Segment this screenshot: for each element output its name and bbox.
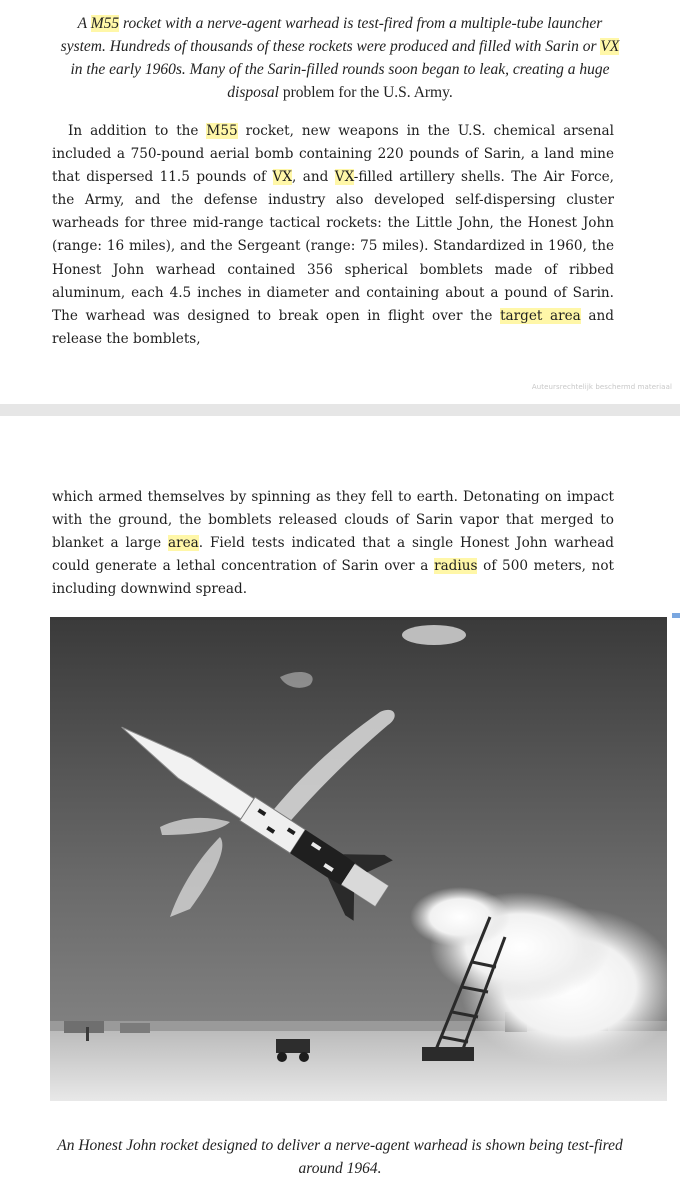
highlight-vx[interactable]: VX: [334, 169, 354, 186]
scroll-position-marker[interactable]: [672, 613, 680, 618]
body-paragraph-1: In addition to the M55 rocket, new weapons in the U.S. chemical arsenal included a 750-pound aerial bomb containing 220 pounds of Sarin, a land mine that dispersed 11.5 pounds of VX, and VX-filled artillery shells. The Air Force, the Army, and the defense industry also developed self-dispersing cluster warheads for three mid-range tactical rockets: the Little John, the Honest John (range: 16 miles), and the Sergeant (range: 75 miles). Standardized in 1960, the Honest John warhead contained 356 spherical bomblets made of ribbed aluminum, each 4.5 inches in diameter and containing about a pound of Sarin. The warhead was designed to break open in flight over the target area and release the bomblets,: [52, 123, 614, 347]
highlight-m55[interactable]: M55: [206, 123, 238, 139]
highlight-area[interactable]: area: [168, 535, 199, 552]
rocket-launch-photo: [50, 617, 667, 1101]
copyright-watermark: Auteursrechtelijk beschermd materiaal: [531, 383, 672, 391]
highlight-target-area[interactable]: target area: [500, 307, 581, 324]
bottom-photo-caption: An Honest John rocket designed to deliver a nerve-agent warhead is shown being test-fired around 1964.: [57, 1137, 623, 1177]
highlight-vx[interactable]: VX: [272, 169, 292, 186]
highlight-vx[interactable]: VX: [600, 38, 620, 55]
body-paragraph-2: which armed themselves by spinning as they fell to earth. Detonating on impact with the ground, the bomblets released clouds of Sarin vapor that merged to blanket a large area. Field tests indicated that a single Honest John warhead could generate a lethal concentration of Sarin over a radius of 500 meters, not including downwind spread.: [52, 489, 615, 598]
top-photo-caption: A M55 rocket with a nerve-agent warhead is test-fired from a multiple-tube launcher system. Hundreds of thousands of these rockets were produced and filled with Sarin or VX in the early 1960s. Many of the Sarin-filled rounds soon began to leak, creating a huge disposal problem for the U.S. Army.: [60, 15, 620, 101]
highlight-radius[interactable]: radius: [434, 558, 478, 575]
highlight-m55[interactable]: M55: [90, 15, 120, 32]
page-separator: [0, 404, 680, 416]
